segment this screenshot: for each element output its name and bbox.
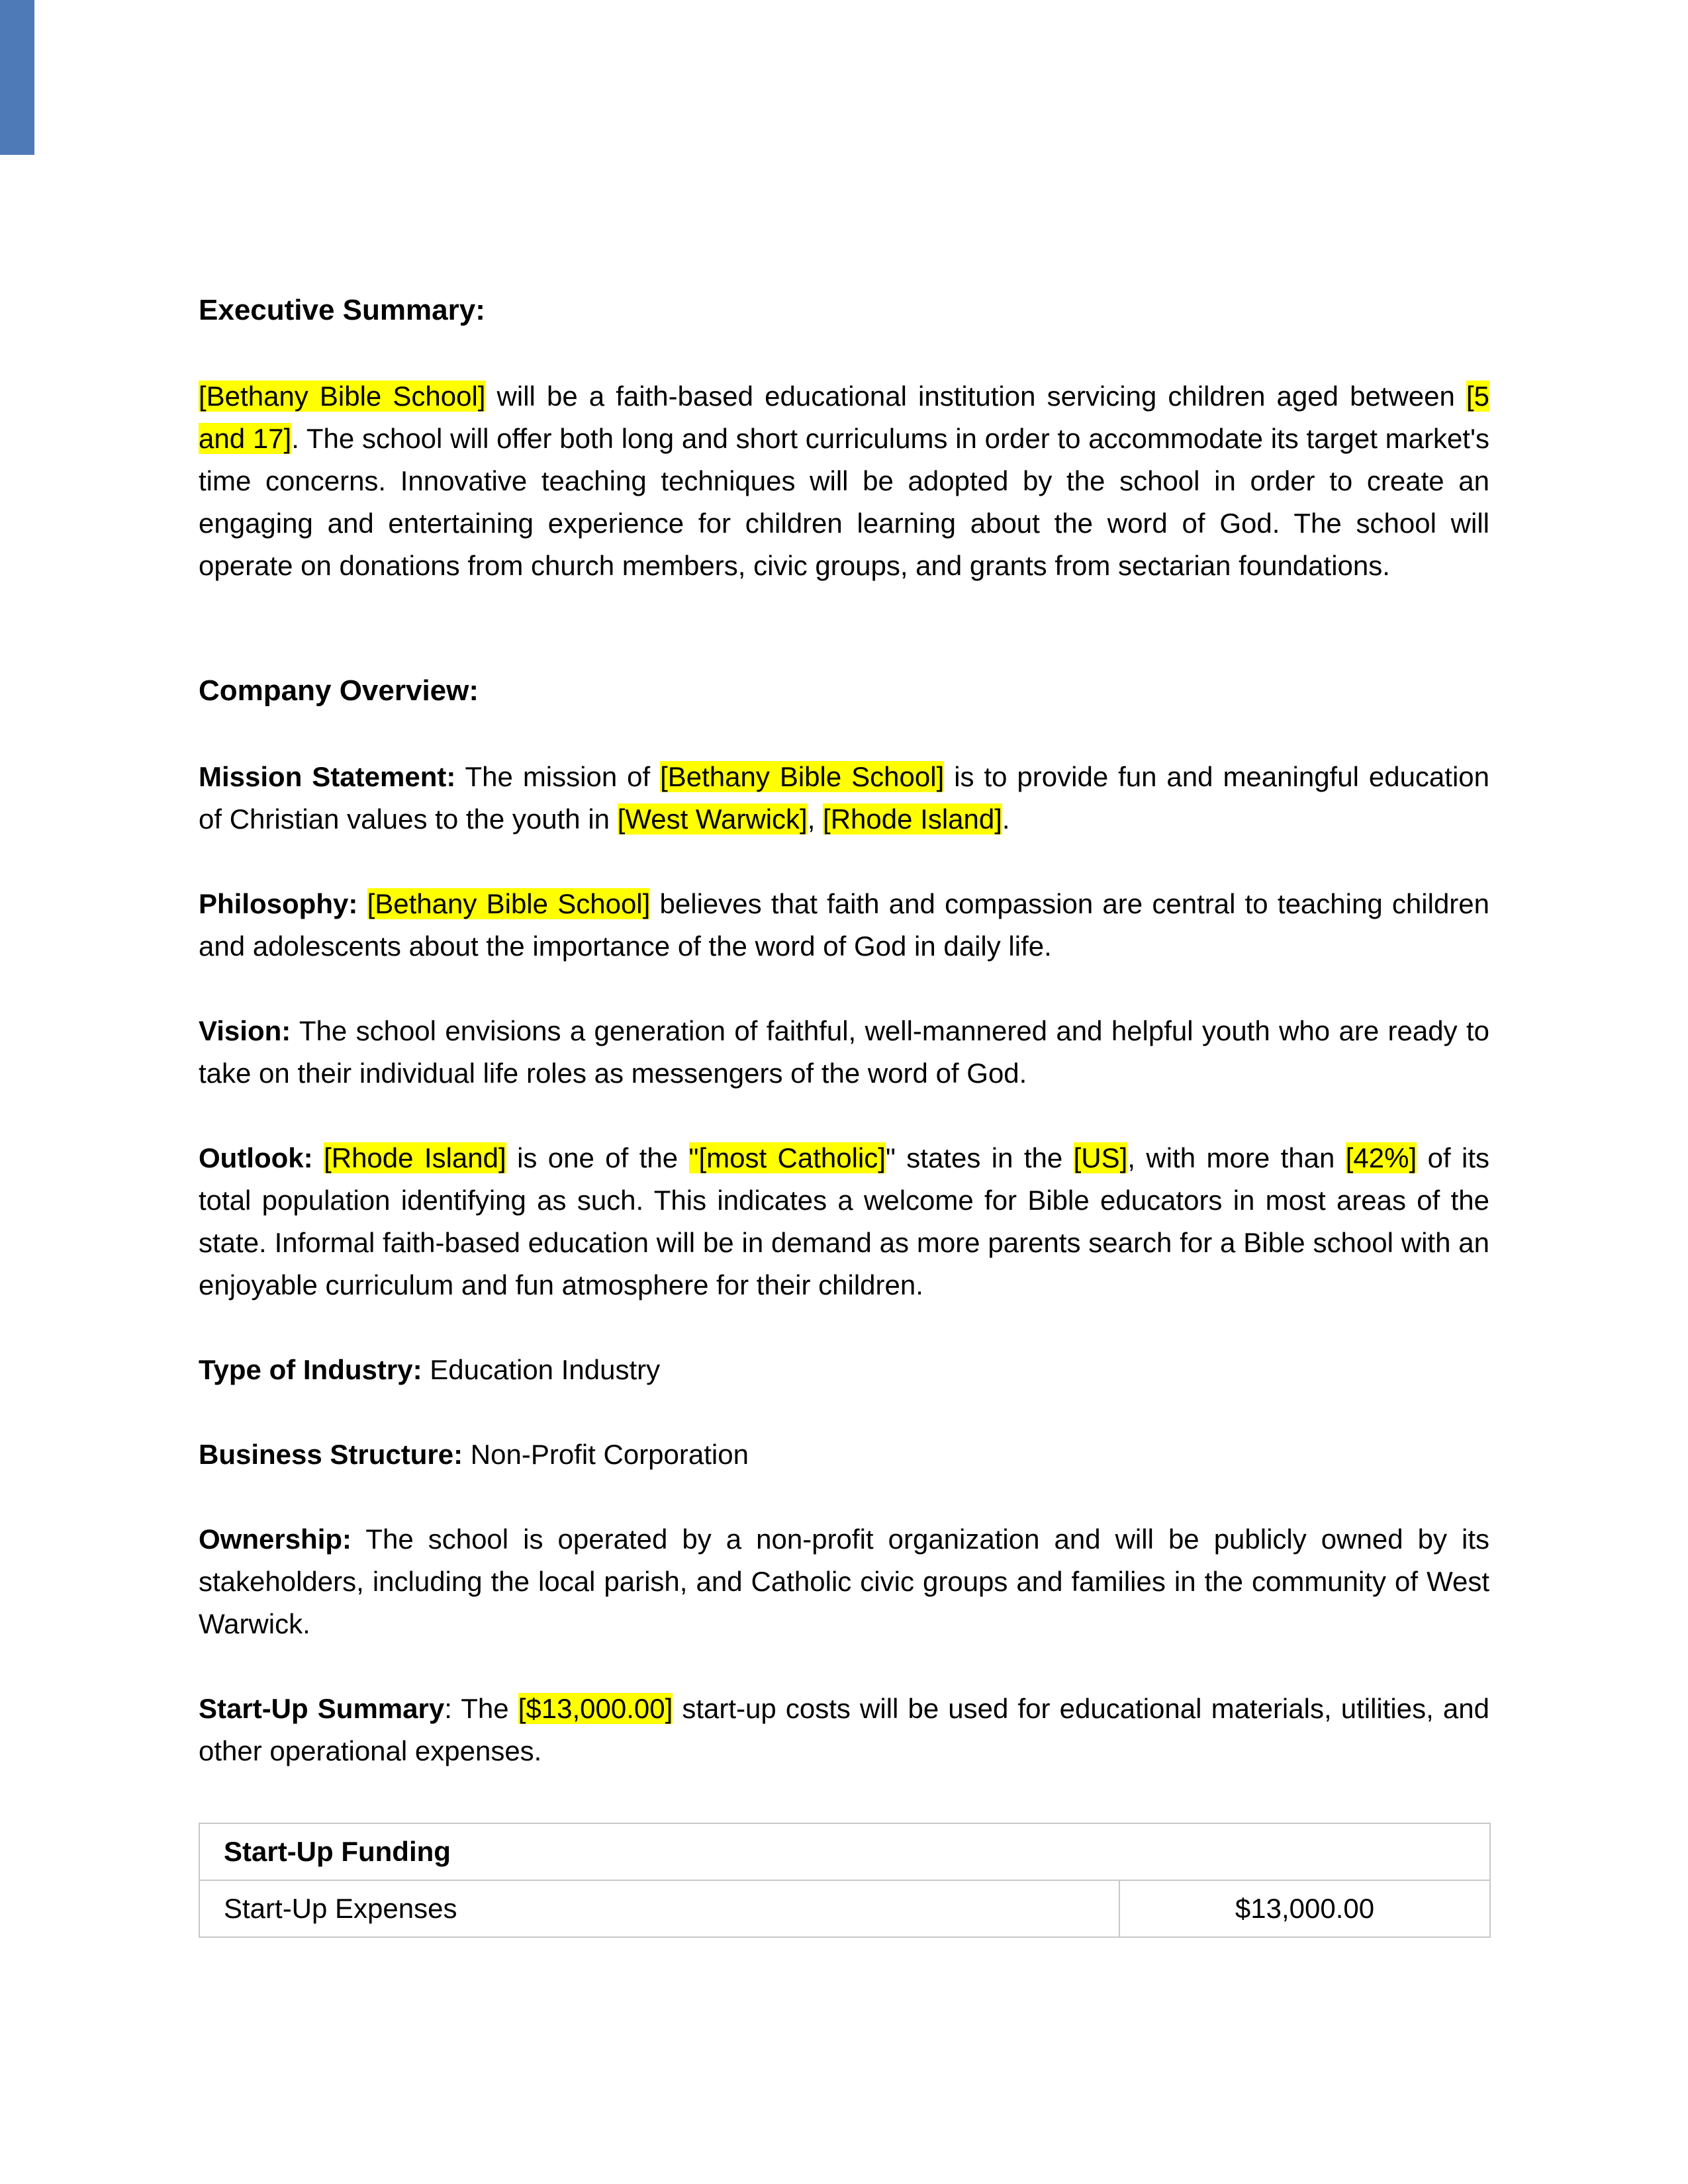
philosophy-paragraph (199, 883, 1489, 968)
industry-label: Type of Industry: (199, 1354, 422, 1386)
highlight-school-name: [Bethany Bible School] (199, 381, 486, 412)
company-overview-heading: Company Overview: (199, 674, 479, 707)
table-cell-value: $13,000.00 (1119, 1880, 1490, 1937)
exec-text-2: . The school will offer both long and short curriculums in order to accommodate its target market's time concerns. Innovative teaching techniques will be adopted by the school in order to create an engaging and entertaining experience for children learning about the word of God. The school will operate on donations from church members, civic groups, and grants from sectarian foundations. (199, 423, 1489, 582)
highlight-age-range: [5 and 17] (199, 381, 1489, 455)
startup-label: Start-Up Summary (199, 1693, 445, 1725)
structure-paragraph (199, 1433, 1489, 1476)
highlight-state: [Rhode Island] (324, 1142, 506, 1174)
mission-label: Mission Statement: (199, 761, 456, 793)
document-page (199, 291, 1489, 1938)
table-header-row (199, 1823, 1490, 1880)
startup-text-2: start-up costs will be used for educational materials, utilities, and other operational expenses. (199, 1693, 1489, 1767)
outlook-text-3: , with more than (1127, 1142, 1346, 1174)
structure-label: Business Structure: (199, 1439, 463, 1471)
highlight-school-name: [Bethany Bible School] (660, 761, 945, 793)
table-row (199, 1880, 1490, 1937)
philosophy-space (357, 888, 367, 919)
mission-text-2: is to provide fun and meaningful education of Christian values to the youth in (199, 761, 1490, 835)
mission-text-1: The mission of (455, 761, 661, 793)
ownership-paragraph (199, 1518, 1489, 1645)
highlight-amount: [$13,000.00] (518, 1693, 673, 1725)
table-cell-label: Start-Up Expenses (199, 1880, 1119, 1937)
startup-summary-paragraph (199, 1688, 1489, 1772)
executive-summary-paragraph (199, 375, 1489, 587)
outlook-label: Outlook: (199, 1142, 313, 1174)
vision-text: The school envisions a generation of faithful, well-mannered and helpful youth who are ready to take on their individual life roles as messengers of the word of God. (199, 1015, 1489, 1089)
mission-end: . (1002, 803, 1010, 835)
corner-tab-decoration (0, 0, 34, 155)
startup-funding-table (199, 1823, 1491, 1938)
industry-paragraph (199, 1349, 1489, 1391)
outlook-paragraph (199, 1137, 1489, 1306)
vision-label: Vision: (199, 1015, 291, 1047)
exec-text-1: will be a faith-based educational institution servicing children aged between (485, 381, 1466, 412)
ownership-text: The school is operated by a non-profit organization and will be publicly owned by its stakeholders, including the local parish, and Catholic civic groups and families in the community of West Warwick. (199, 1524, 1489, 1640)
highlight-state: [Rhode Island] (823, 803, 1002, 835)
highlight-percent: [42%] (1345, 1142, 1417, 1174)
outlook-space (313, 1142, 324, 1173)
ownership-label: Ownership: (199, 1524, 352, 1555)
outlook-text-1: is one of the (506, 1142, 689, 1174)
structure-text: Non-Profit Corporation (463, 1439, 749, 1471)
outlook-text-4: of its total population identifying as such. This indicates a welcome for Bible educators in most areas of the state. Informal faith-based education will be in demand as more parents search for a Bible school with an enjoyable curriculum and fun atmosphere for their children. (199, 1142, 1490, 1301)
philosophy-text: believes that faith and compassion are central to teaching children and adolescents about the importance of the word of God in daily life. (199, 888, 1490, 962)
philosophy-label: Philosophy: (199, 888, 358, 920)
outlook-text-2: " states in the (885, 1142, 1074, 1174)
vision-paragraph (199, 1010, 1489, 1095)
highlight-most-catholic: "[most Catholic] (688, 1142, 886, 1174)
highlight-city: [West Warwick] (617, 803, 808, 835)
executive-summary-heading: Executive Summary: (199, 294, 485, 326)
mission-sep: , (807, 803, 823, 835)
startup-text-1: : The (444, 1693, 518, 1725)
mission-statement-paragraph (199, 756, 1489, 841)
industry-text: Education Industry (422, 1354, 661, 1386)
highlight-country: [US] (1073, 1142, 1128, 1174)
highlight-school-name: [Bethany Bible School] (367, 888, 651, 920)
table-header-cell: Start-Up Funding (199, 1823, 1490, 1880)
